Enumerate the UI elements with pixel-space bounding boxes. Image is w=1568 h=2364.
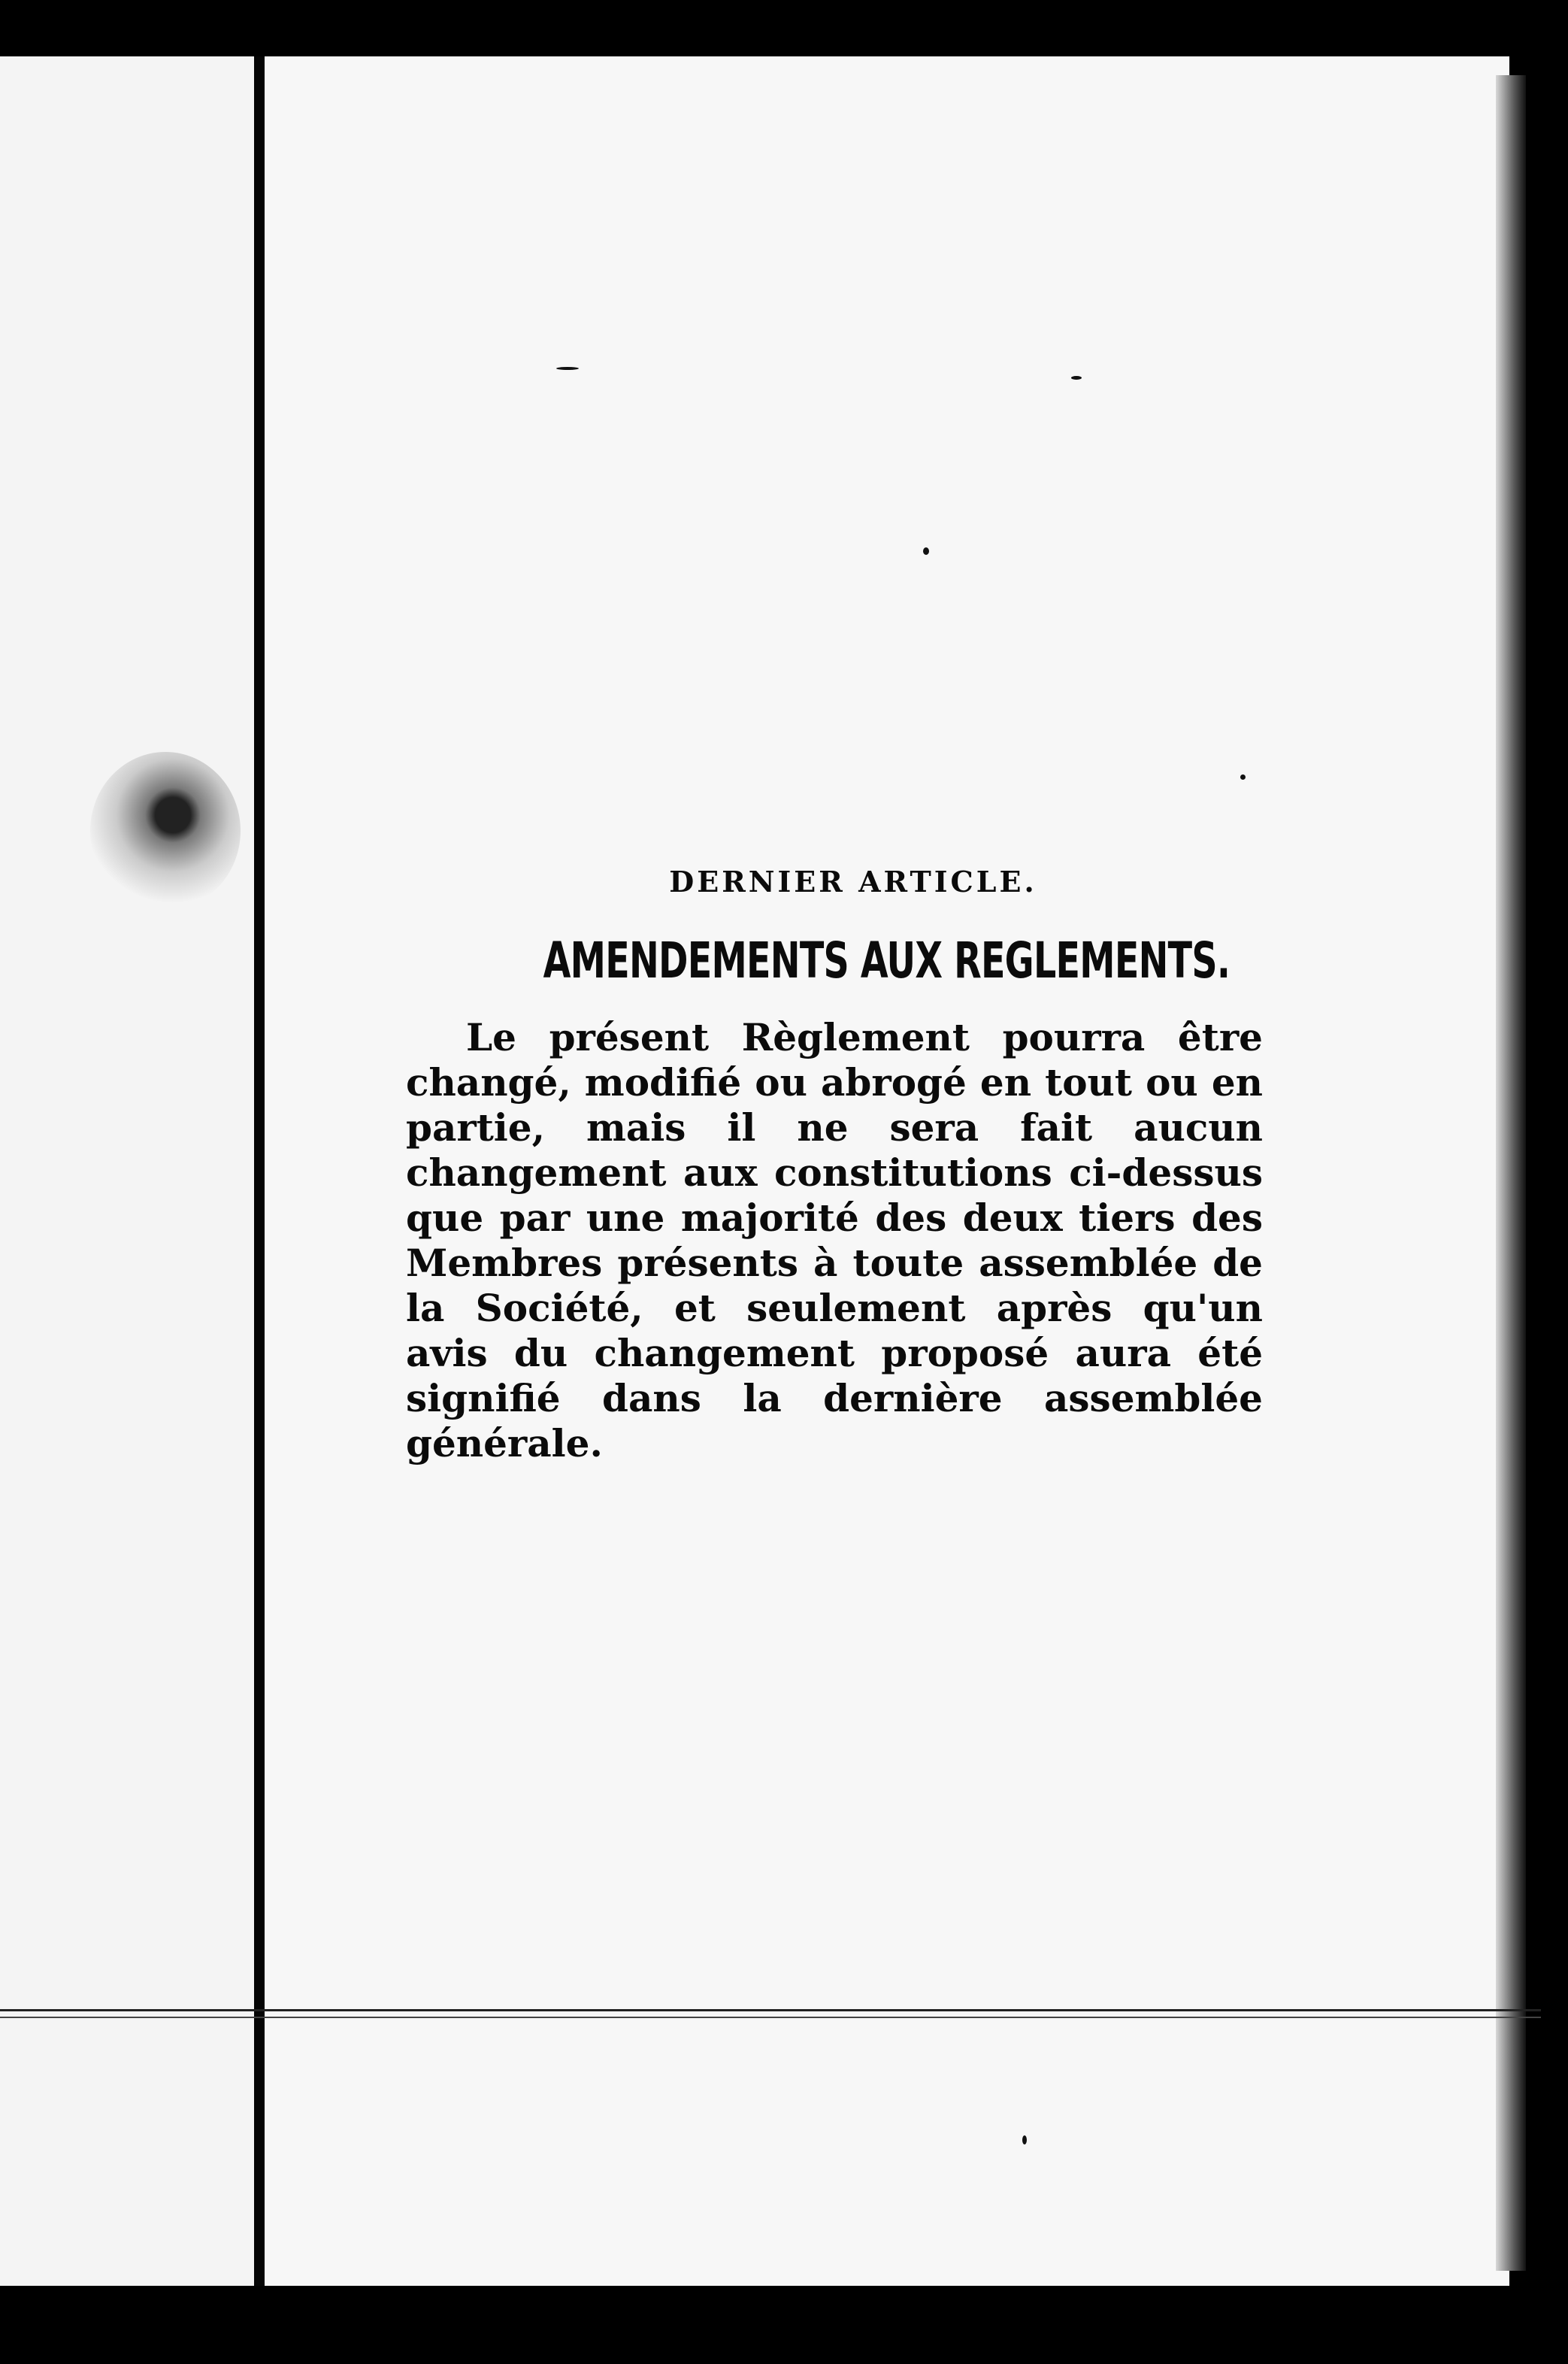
horizontal-rule [0,2009,1541,2011]
page-gutter [254,56,265,2286]
section-label: DERNIER ARTICLE. [669,865,1037,899]
horizontal-rule [0,2017,1541,2018]
page-edge-shadow [1496,75,1526,2271]
article-body: Le présent Règlement pourra être changé, modifié ou abrogé en tout ou en partie, mais il ne sera fait aucun changement aux constitutions ci-dessus que par une majorité des deux tiers des Membres présents à toute assemblée de la Société, et seulement après qu'un avis du changement proposé aura été signifié dans la dernière assemblée générale. [406,1015,1263,1465]
article-text-block [406,865,1270,1466]
article-title: AMENDEMENTS AUX REGLEMENTS. [543,932,1230,990]
speck [1022,2135,1027,2144]
speck [1071,376,1082,380]
speck [923,547,929,555]
speck [556,367,579,370]
speck [1240,774,1246,780]
ink-stain [90,752,241,910]
left-page [0,56,254,2286]
